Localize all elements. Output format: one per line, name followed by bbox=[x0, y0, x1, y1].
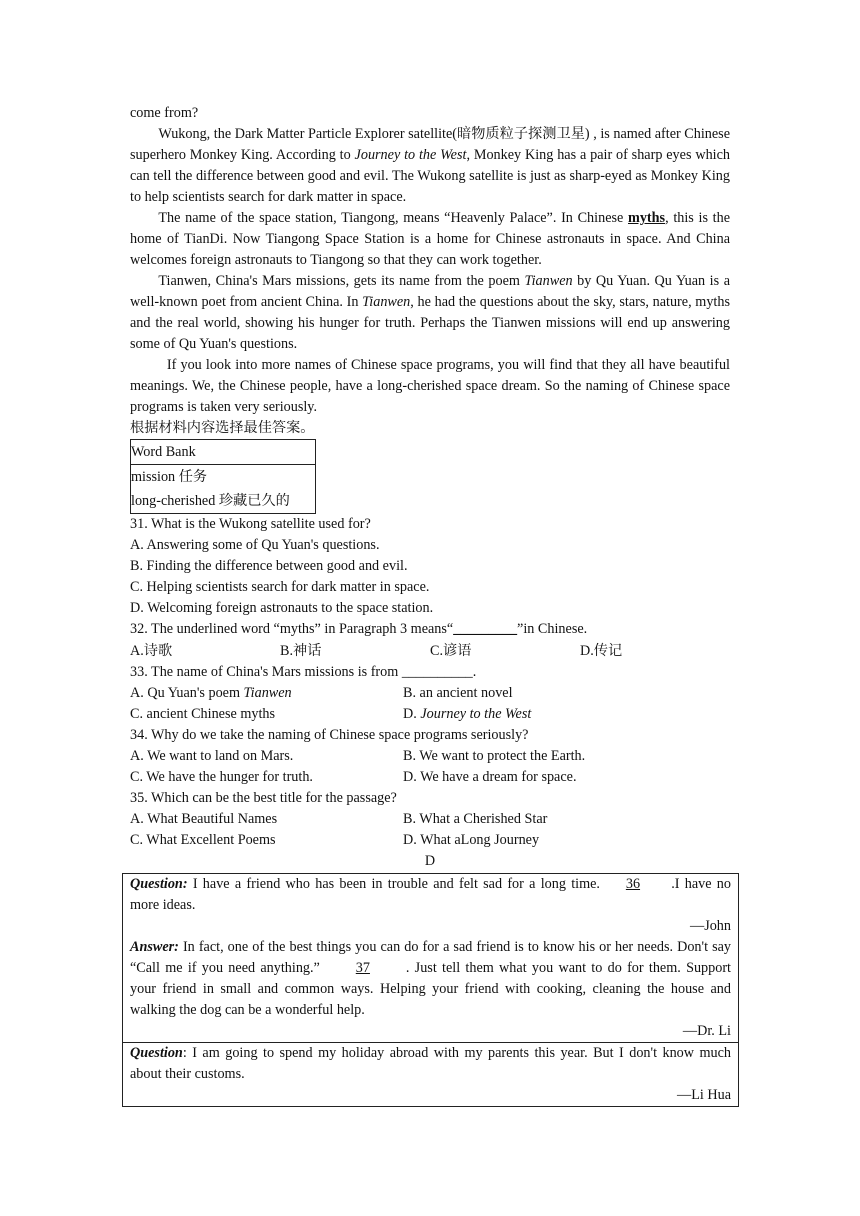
option-d[interactable]: D. Welcoming foreign astronauts to the space station. bbox=[130, 600, 434, 616]
word-bank-table bbox=[130, 439, 316, 514]
option-b[interactable]: B. What a Cherished Star bbox=[403, 811, 548, 827]
instruction: 根据材料内容选择最佳答案。 bbox=[130, 420, 315, 436]
option-a[interactable]: A. Answering some of Qu Yuan's questions. bbox=[130, 537, 380, 553]
question-label: Question bbox=[130, 1045, 183, 1061]
paragraph-text: , this is the home of TianDi. Now Tiangong Space Station is a home for Chinese astronauts in space. And China welcomes foreign astronauts to Tiangong so that they can work together. bbox=[130, 210, 731, 268]
option-row bbox=[130, 767, 730, 788]
passage-line-fragment: come from? bbox=[130, 105, 199, 121]
option-a[interactable]: A. We want to land on Mars. bbox=[130, 748, 294, 764]
poem-title: Tianwen bbox=[524, 273, 573, 289]
option-a[interactable]: A.诗歌 bbox=[130, 643, 173, 659]
question-stem: 31. What is the Wukong satellite used for? bbox=[130, 516, 371, 532]
option-b[interactable]: B. an ancient novel bbox=[403, 685, 513, 701]
blank-36[interactable]: 36 bbox=[625, 876, 641, 892]
answer-label: Answer: bbox=[130, 939, 179, 955]
option-row bbox=[130, 746, 730, 767]
option-row bbox=[130, 809, 730, 830]
option-d[interactable]: D. What aLong Journey bbox=[403, 832, 540, 848]
signature: —Dr. Li bbox=[682, 1023, 731, 1039]
paragraph-text: The name of the space station, Tiangong, means “Heavenly Palace”. In Chinese bbox=[158, 210, 629, 226]
option-row bbox=[130, 640, 730, 662]
option-row bbox=[130, 830, 730, 851]
question-32 bbox=[130, 619, 730, 662]
word-bank-header: Word Bank bbox=[131, 440, 315, 465]
option-d[interactable]: D.传记 bbox=[580, 643, 623, 659]
paragraph-text: , Monkey King has a pair of sharp eyes which can tell the difference between good and evil. The Wukong satellite is just as sharp-eyed as Monkey King to help scientists search for dark matter in space. bbox=[130, 147, 730, 205]
question-35 bbox=[130, 788, 730, 851]
blank-37[interactable]: 37 bbox=[355, 960, 370, 976]
qa-cell-2 bbox=[123, 1042, 738, 1106]
question-label: Question: bbox=[130, 876, 188, 892]
section-label: D bbox=[424, 853, 436, 869]
option-a[interactable]: A. Qu Yuan's poem Tianwen bbox=[130, 685, 292, 701]
answer-blank: _________ bbox=[453, 621, 518, 637]
reading-passage bbox=[130, 103, 730, 872]
option-row bbox=[130, 683, 730, 704]
question-text: Question: I am going to spend my holiday abroad with my parents this year. But I don't know much about their customs. bbox=[130, 1045, 731, 1082]
option-d[interactable]: D. Journey to the West bbox=[403, 706, 532, 722]
option-b[interactable]: B. We want to protect the Earth. bbox=[403, 748, 586, 764]
question-stem: 33. The name of China's Mars missions is from __________. bbox=[130, 664, 477, 680]
qa-cell-1 bbox=[123, 874, 738, 1042]
signature: —John bbox=[690, 918, 731, 934]
paragraph-text: by Qu Yuan. Qu Yuan is a well-known poet from ancient China. In bbox=[130, 273, 730, 310]
question-stem: 35. Which can be the best title for the passage? bbox=[130, 790, 397, 806]
option-c[interactable]: C. We have the hunger for truth. bbox=[130, 769, 313, 785]
option-c[interactable]: C. What Excellent Poems bbox=[130, 832, 276, 848]
question-stem: 32. The underlined word “myths” in Paragraph 3 means“_________”in Chinese. bbox=[130, 621, 588, 637]
question-34 bbox=[130, 725, 730, 788]
option-a[interactable]: A. What Beautiful Names bbox=[130, 811, 278, 827]
paragraph-text: Tianwen, China's Mars missions, gets its name from the poem bbox=[158, 273, 525, 289]
question-text: Question: I have a friend who has been in trouble and felt sad for a long time. 36 .I have no more ideas. bbox=[130, 876, 731, 913]
word-bank-item: mission 任务 bbox=[131, 469, 208, 485]
underlined-word: myths bbox=[628, 210, 666, 226]
option-c[interactable]: C. Helping scientists search for dark matter in space. bbox=[130, 579, 430, 595]
book-title: Journey to the West bbox=[354, 147, 467, 163]
poem-title: Tianwen bbox=[362, 294, 411, 310]
option-c[interactable]: C.谚语 bbox=[430, 643, 472, 659]
paragraph-tiangong bbox=[130, 208, 730, 271]
option-c[interactable]: C. ancient Chinese myths bbox=[130, 706, 276, 722]
option-b[interactable]: B.神话 bbox=[280, 643, 322, 659]
paragraph-text: Wukong, the Dark Matter Particle Explorer satellite(暗物质粒子探测卫星) , is named after Chinese superhero Monkey King. According to bbox=[130, 126, 730, 163]
option-row bbox=[130, 704, 730, 725]
option-b[interactable]: B. Finding the difference between good and evil. bbox=[130, 558, 408, 574]
paragraph-tianwen bbox=[130, 271, 730, 355]
paragraph-text: , he had the questions about the sky, stars, nature, myths and the real world, showing his hunger for truth. Perhaps the Tianwen missions will end up answering some of Qu Yuan's questions. bbox=[130, 294, 730, 352]
qa-table bbox=[122, 873, 739, 1107]
signature: —Li Hua bbox=[677, 1087, 731, 1103]
question-stem: 34. Why do we take the naming of Chinese space programs seriously? bbox=[130, 727, 529, 743]
question-33 bbox=[130, 662, 730, 725]
paragraph-wukong bbox=[130, 124, 730, 208]
question-31 bbox=[130, 514, 730, 619]
answer-text: Answer: In fact, one of the best things you can do for a sad friend is to know his or her needs. Don't say “Call me if you need anything.” 37 . Just tell them what you want to do for them. Support your friend in small and common ways. Helping your friend with cooking, cleaning the house and walking the dog can be a wonderful help. bbox=[130, 939, 732, 1018]
word-bank-item: long-cherished 珍藏已久的 bbox=[131, 493, 290, 509]
paragraph-conclusion: If you look into more names of Chinese space programs, you will find that they all have beautiful meanings. We, the Chinese people, have a long-cherished space dream. So the naming of Chinese space programs is taken very seriously. bbox=[130, 357, 730, 415]
option-d[interactable]: D. We have a dream for space. bbox=[403, 769, 577, 785]
